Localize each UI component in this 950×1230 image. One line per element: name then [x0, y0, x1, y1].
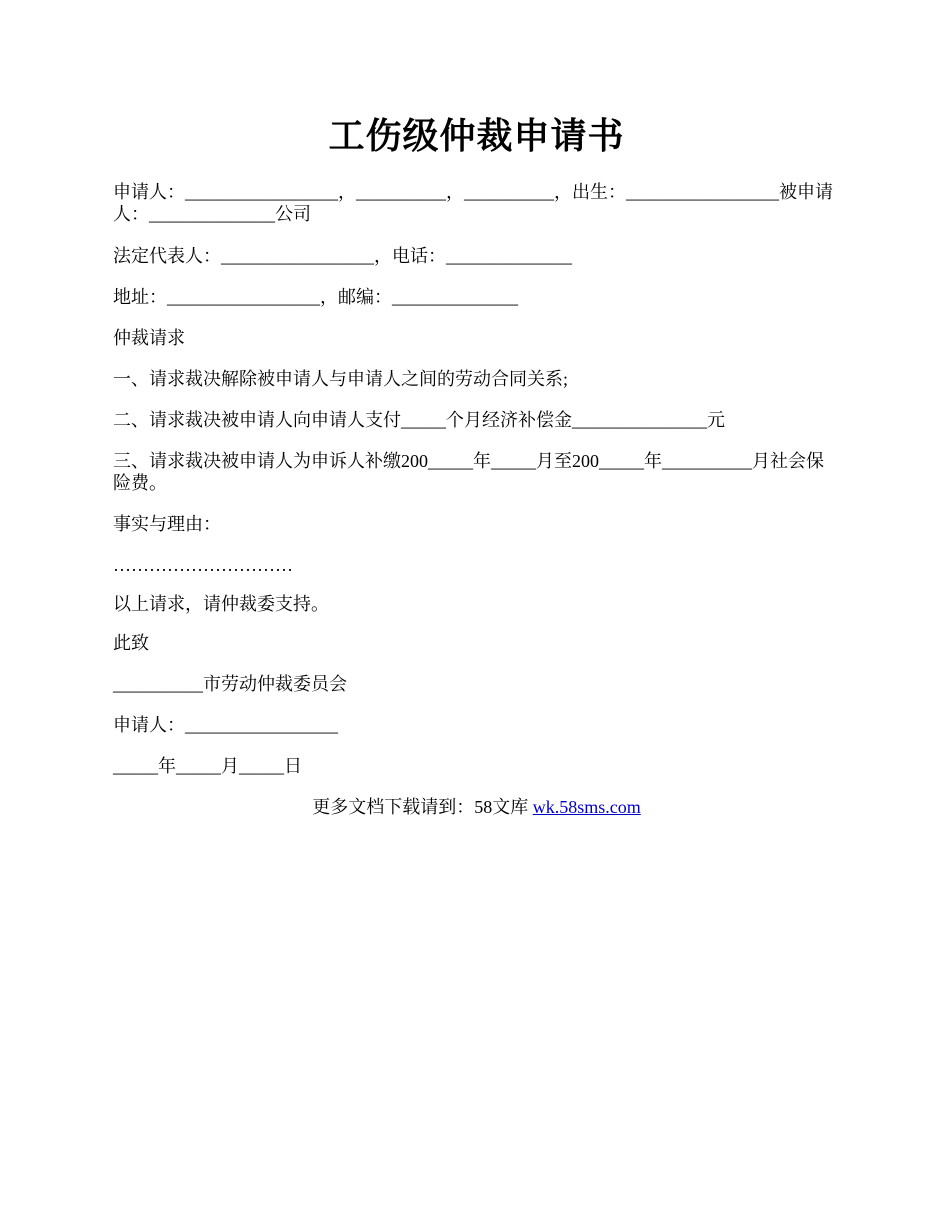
salutation-line: 此致 — [113, 633, 149, 653]
ellipsis-line: ………………………… — [113, 555, 293, 575]
footer-link[interactable]: wk.58sms.com — [532, 797, 641, 817]
footer-text: 更多文档下载请到：58文库 — [312, 797, 529, 817]
committee-line: __________市劳动仲裁委员会 — [113, 674, 347, 694]
facts-reasons-heading: 事实与理由： — [113, 514, 221, 534]
document-title: 工伤级仲裁申请书 — [328, 116, 625, 156]
request-item-1: 一、请求裁决解除被申请人与申请人之间的劳动合同关系; — [113, 369, 568, 389]
request-item-3: 三、请求裁决被申请人为申诉人补缴200_____年_____月至200_____年__________月社会保险费。 — [113, 451, 824, 493]
legal-representative-line: 法定代表人：_________________，电话：______________ — [113, 246, 572, 266]
request-item-2: 二、请求裁决被申请人向申请人支付_____个月经济补偿金_______________元 — [113, 410, 725, 430]
arbitration-requests-heading: 仲裁请求 — [113, 328, 185, 348]
signature-line: 申请人：_________________ — [113, 715, 338, 735]
support-request-line: 以上请求，请仲裁委支持。 — [113, 594, 329, 614]
footer — [113, 796, 840, 818]
applicant-line: 申请人：_________________，__________，__________，出生：_________________被申请人：______________公司 — [113, 182, 833, 224]
address-line: 地址：_________________，邮编：______________ — [113, 287, 518, 307]
date-line: _____年_____月_____日 — [113, 756, 302, 776]
